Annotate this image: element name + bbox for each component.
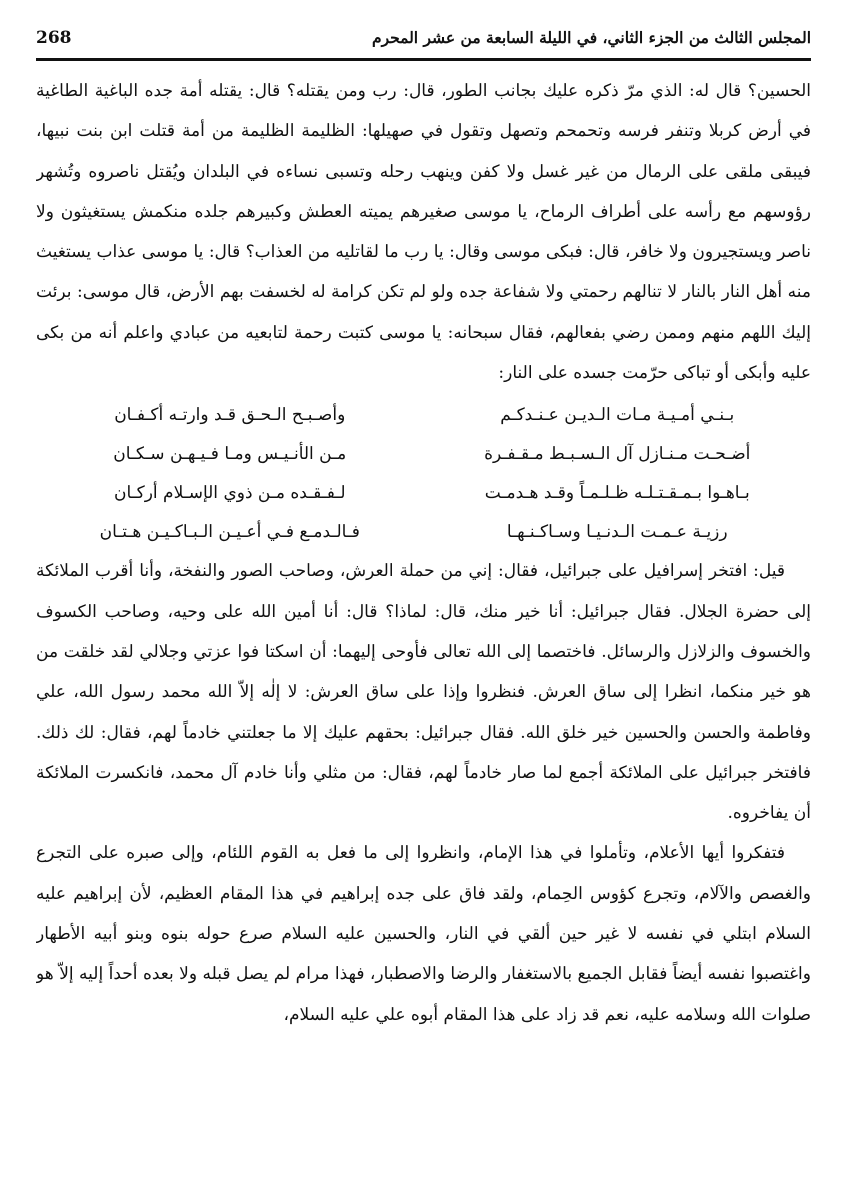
body-text <box>36 71 811 1035</box>
book-page <box>36 22 811 1182</box>
paragraph: فتفكروا أيها الأعلام، وتأملوا في هذا الإمام، وانظروا إلى ما فعل به القوم اللئام، وإلى صبره على التجرع والغصص والآلام، وتجرع كؤوس الحِمام، ولقد فاق على جده إبراهيم في هذا المقام العظيم، لأن إبراهيم عليه السلام ابتلي في نفسه لا غير حين ألقي في النار، والحسين عليه السلام صرع حوله بنوه وبنو أبيه الأطهار واغتصبوا نفسه أيضاً فقابل الجميع بالاستغفار والرضا والاصطبار، فهذا مرام لم يصل قبله ولا بعده أحداً إليه إلاّ هو صلوات الله وسلامه عليه، نعم قد زاد على هذا المقام أبوه علي عليه السلام، <box>36 843 811 1025</box>
verse-second-half: فـالـدمـع فـي أعـيـن الـبـاكـيـن هـتـان <box>99 521 360 542</box>
verse-second-half: مـن الأنـيـس ومـا فـيـهـن سـكـان <box>113 443 347 464</box>
verse-second-half: وأصـبـح الـحـق قـد وارتـه أكـفـان <box>114 404 346 425</box>
verse-second-half: لـفـقـده مـن ذوي الإسـلام أركـان <box>113 482 346 503</box>
poem-verse <box>36 395 811 434</box>
poem <box>36 395 811 551</box>
verse-first-half: رزيـة عـمـت الـدنـيـا وسـاكـنـهـا <box>506 521 728 542</box>
header-rule <box>36 58 811 61</box>
paragraph: قيل: افتخر إسرافيل على جبرائيل، فقال: إني من حملة العرش، وصاحب الصور والنفخة، وأنا أقرب الملائكة إلى حضرة الجلال. فقال جبرائيل: أنا خير منك، قال: لماذا؟ قال: أنا أمين الله على وحيه، وصاحب الكسوف والخسوف والزلازل والرسائل. فاختصما إلى الله تعالى فأوحى إليهما: أن اسكتا فوا عزتي وجلالي لقد خلقت من هو خير منكما، انظرا إلى ساق العرش. فنظروا وإذا على ساق العرش: لا إلٰه إلاّ الله محمد رسول الله، علي وفاطمة والحسن والحسين خير خلق الله. فقال جبرائيل: بحقهم عليك إلا ما جعلتني خادماً لهم، فقال: لك ذلك. فافتخر جبرائيل على الملائكة أجمع لما صار خادماً لهم، فقال: من مثلي وأنا خادم آل محمد، فانكسرت الملائكة أن يفاخروه. <box>36 561 811 824</box>
verse-first-half: أضـحـت مـنـازل آل الـسـبـط مـقـفـرة <box>484 443 751 464</box>
running-title: المجلس الثالث من الجزء الثاني، في الليلة السابعة من عشر المحرم <box>371 28 811 47</box>
verse-first-half: بـاهـوا بـمـقـتـلـه ظـلـمـاً وقـد هـدمـت <box>484 482 750 503</box>
verse-first-half: بـنـي أمـيـة مـات الـديـن عـنـدكـم <box>500 404 735 425</box>
page-number: 268 <box>36 28 72 48</box>
paragraph: الحسين؟ قال له: الذي مرّ ذكره عليك بجانب الطور، قال: رب ومن يقتله؟ قال: يقتله أمة جده الباغية الطاغية في أرض كربلا وتنفر فرسه وتحمحم وتصهل وتقول في صهيلها: الظليمة الظليمة من أمة قتلت ابن بنت نبيها، فيبقى ملقى على الرمال من غير غسل ولا كفن وينهب رحله وتسبى نساءه في البلدان ويُقتل ناصروه وتُشهر رؤوسهم مع رأسه على أطراف الرماح، يا موسى صغيرهم يميته العطش وكبيرهم جلده منكمش يستغيثون ولا ناصر ويستجيرون ولا خافر، قال: فبكى موسى وقال: يا رب ما لقاتليه من العذاب؟ قال: يا موسى عذاب يستغيث منه أهل النار بالنار لا تنالهم رحمتي ولا شفاعة جده ولو لم تكن كرامة له لخسفت بهم الأرض، قال موسى: برئت إليك اللهم منهم وممن رضي بفعالهم، فقال سبحانه: يا موسى كتبت رحمة لتابعيه من عبادي واعلم أنه من بكى عليه وأبكى أو تباكى حرّمت جسده على النار: <box>36 81 811 384</box>
running-header <box>36 22 811 58</box>
poem-verse <box>36 512 811 551</box>
poem-verse <box>36 473 811 512</box>
poem-verse <box>36 434 811 473</box>
